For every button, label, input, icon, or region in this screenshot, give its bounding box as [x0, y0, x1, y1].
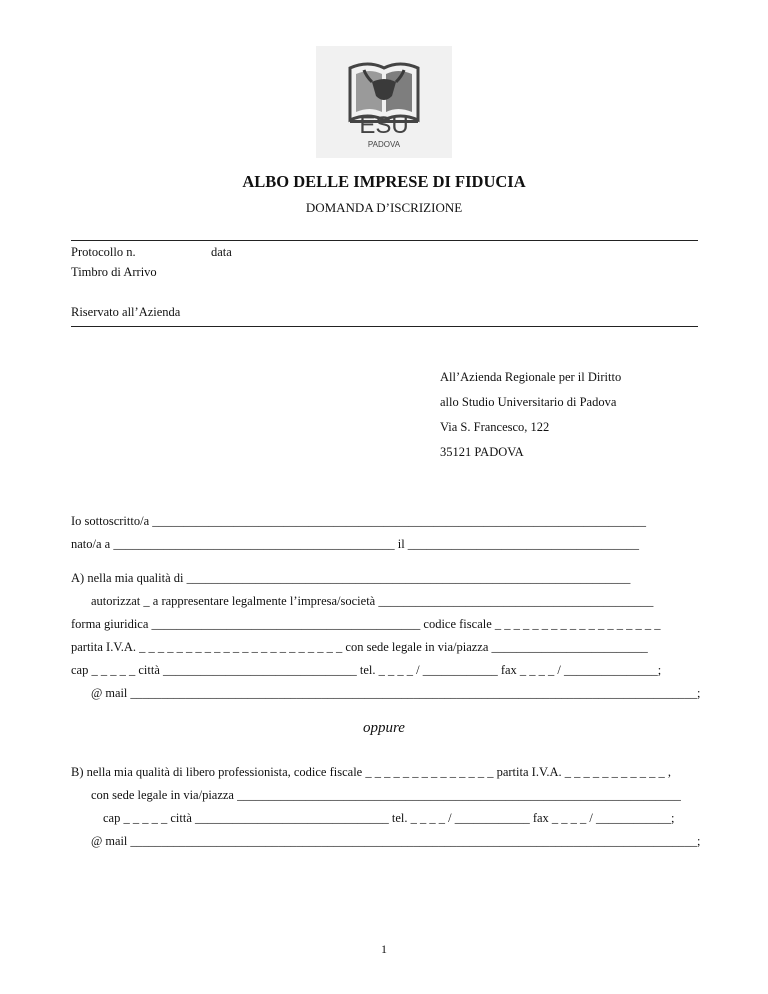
- nato-field[interactable]: nato/a a _____________________________________________ il _____________________________________: [71, 537, 640, 551]
- cap-a-field[interactable]: cap _ _ _ _ _ città _______________________________ tel. _ _ _ _ / ____________ fax _ _ _ _ / _______________;: [71, 663, 662, 677]
- document-subtitle: DOMANDA D’ISCRIZIONE: [305, 200, 463, 215]
- document-title: ALBO DELLE IMPRESE DI FIDUCIA: [242, 172, 526, 191]
- timbro-label: Timbro di Arrivo: [71, 265, 157, 279]
- riservato-label: Riservato all’Azienda: [71, 305, 181, 319]
- partita-iva-a-field[interactable]: partita I.V.A. _ _ _ _ _ _ _ _ _ _ _ _ _ _ _ _ _ _ _ _ _ _ con sede legale in via/piazza _________________________: [71, 640, 648, 654]
- data-label: data: [211, 245, 232, 259]
- logo-letters: ESU: [359, 112, 409, 139]
- reserved-box-bottom-rule: [71, 326, 698, 327]
- recipient-line: All’Azienda Regionale per il Diritto: [440, 370, 622, 384]
- cap-b-field[interactable]: cap _ _ _ _ _ città _______________________________ tel. _ _ _ _ / ____________ fax _ _ _ _ / ____________;: [103, 811, 675, 825]
- recipient-line: allo Studio Universitario di Padova: [440, 395, 617, 409]
- esu-logo: [316, 46, 452, 158]
- recipient-line: 35121 PADOVA: [440, 445, 524, 459]
- qualita-b-field[interactable]: B) nella mia qualità di libero professionista, codice fiscale _ _ _ _ _ _ _ _ _ _ _ _ _ _ partita I.V.A. _ _ _ _ _ _ _ _ _ _ _ ,: [71, 765, 672, 779]
- forma-giuridica-field[interactable]: forma giuridica ___________________________________________ codice fiscale _ _ _ _ _ _ _ _ _ _ _ _ _ _ _ _ _ _: [71, 617, 661, 631]
- page-number: 1: [381, 942, 387, 956]
- autorizzato-field[interactable]: autorizzat _ a rappresentare legalmente l’impresa/società ____________________________________________: [91, 594, 654, 608]
- recipient-line: Via S. Francesco, 122: [440, 420, 550, 434]
- sede-b-field[interactable]: con sede legale in via/piazza _______________________________________________________________________: [91, 788, 681, 802]
- oppure-label: oppure: [363, 720, 405, 736]
- protocollo-label: Protocollo n.: [71, 245, 136, 259]
- mail-a-field[interactable]: @ mail ____________________________________________________________________________________________;: [91, 686, 701, 700]
- logo-city: PADOVA: [367, 140, 401, 149]
- sottoscritto-field[interactable]: Io sottoscritto/a _______________________________________________________________________________: [71, 514, 646, 528]
- reserved-box-top-rule: [71, 240, 698, 241]
- mail-b-field[interactable]: @ mail ____________________________________________________________________________________________;: [91, 834, 701, 848]
- qualita-a-field[interactable]: A) nella mia qualità di _______________________________________________________________________: [71, 571, 631, 585]
